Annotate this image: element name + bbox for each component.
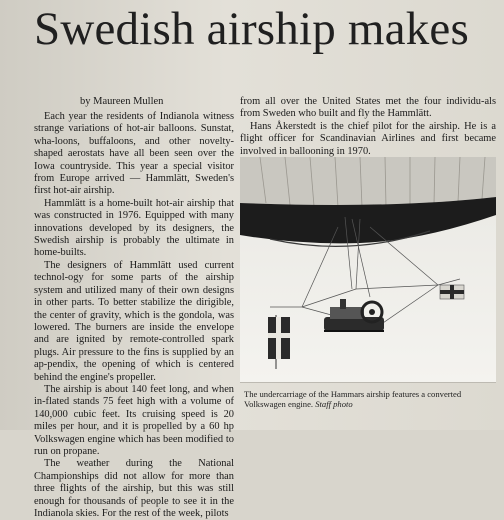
pennant-flag: [440, 285, 464, 299]
byline: by Maureen Mullen: [80, 96, 164, 107]
paragraph-2: Hammlätt is a home-built hot-air airship that was constructed in 1976. Equipped with many innovations developed by its designers, the Swedish airship is probably the ultimate in home-builts.: [34, 197, 234, 259]
envelope-light-panel: [240, 157, 496, 205]
paragraph-1: Each year the residents of Indianola witness strange variations of hot-air balloons. Sunstat, wha-loons, buffaloons, and other novelty-shaped aerostats have all been seen over the Iowa countryside. This year a special visitor from Europe arrived — Hammlätt, Sweden's first hot-air airship.: [34, 111, 234, 197]
paragraph-continued: from all over the United States met the four individu-als from Sweden who built and fly the Hammlätt.: [240, 96, 496, 120]
photo-credit: Staff photo: [315, 399, 353, 410]
photo-caption: [244, 389, 494, 410]
paragraph-4: The airship is about 140 feet long, and when in-flated stands 75 feet high with a volume of 140,000 cubic feet. Its cruising speed is 20 miles per hour, and it is propelled by a 60 hp Volkswagen engine which has been modified to run on propane.: [34, 383, 234, 457]
paragraph-pilot: Hans Åkerstedt is the chief pilot for the airship. He is a flight officer for Scandinavian Airlines and first became involved in ballooning in 1970.: [240, 120, 496, 157]
article-headline: Swedish airship makes: [34, 3, 469, 55]
caption-text: The undercarriage of the Hammars airship features a converted Volkswagen engine.: [244, 389, 462, 410]
paragraph-3: The designers of Hammlätt used current technol-ogy for some parts of the airship system and utilized many of their own designs in other parts. To better stabilize the dirigible, the center of gravity, which is the gondola, was lowered. The burners are inside the envelope and are ignited by remote-controlled spark plugs. Air pressure to the fins is supplied by an ap-pendix, the opening of which is centered behind the engine's propeller.: [34, 259, 234, 383]
left-column: [34, 97, 234, 520]
right-column: [240, 96, 496, 158]
airship-illustration: [240, 157, 496, 382]
airship-photo: [240, 157, 496, 383]
paragraph-5: The weather during the National Championships did not allow for more than three flights of the airship, but this was still enough for thousands of people to see it in the Indianola skies. For the rest of the week, pilots: [34, 458, 234, 519]
